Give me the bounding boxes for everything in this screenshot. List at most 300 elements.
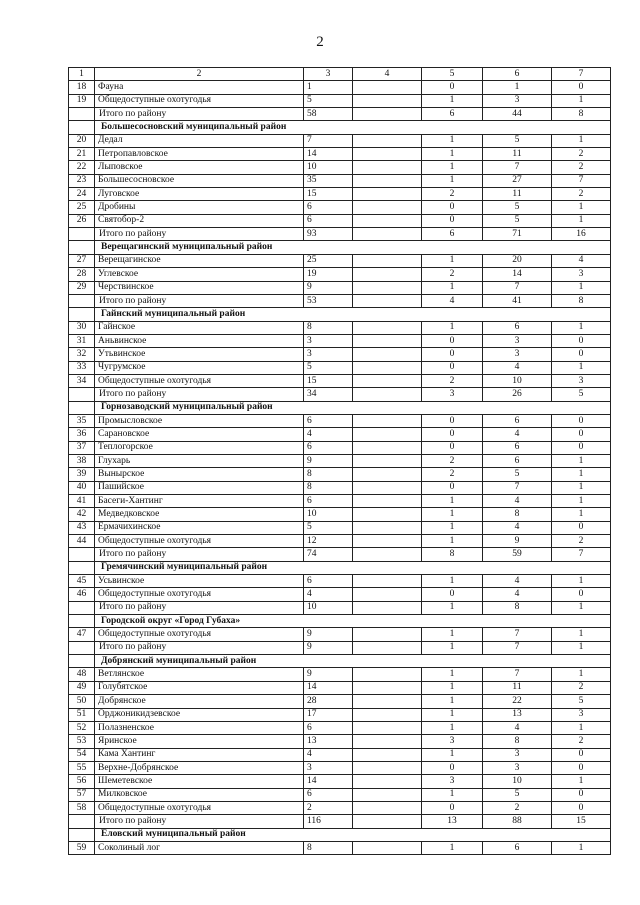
col-5-value: 1 (422, 641, 483, 654)
row-number (69, 388, 95, 401)
col-5-value: 1 (422, 708, 483, 721)
col-5-value: 1 (422, 695, 483, 708)
ground-name: Глухарь (95, 454, 304, 467)
col-7-value: 0 (552, 348, 611, 361)
total-row (69, 548, 611, 561)
row-number: 39 (69, 468, 95, 481)
col-6-value: 6 (483, 414, 552, 427)
col-5-value: 6 (422, 108, 483, 121)
ground-name: Дробины (95, 201, 304, 214)
col-3-value: 4 (304, 428, 353, 441)
section-row (69, 655, 611, 668)
col-5-value: 2 (422, 268, 483, 281)
ground-name: Сарановское (95, 428, 304, 441)
table-row (69, 681, 611, 694)
col-5-value: 0 (422, 201, 483, 214)
row-number: 38 (69, 454, 95, 467)
table-row (69, 721, 611, 734)
ground-name: Итого по району (95, 108, 304, 121)
col-7-value: 1 (552, 775, 611, 788)
col-5-value: 1 (422, 721, 483, 734)
col-3-value: 5 (304, 361, 353, 374)
row-number: 20 (69, 134, 95, 147)
ground-name: Кама Хантинг (95, 748, 304, 761)
total-row (69, 641, 611, 654)
col-6-value: 2 (483, 801, 552, 814)
col-3-value: 6 (304, 575, 353, 588)
col-3-value: 34 (304, 388, 353, 401)
ground-name: Ветлянское (95, 668, 304, 681)
row-number: 58 (69, 801, 95, 814)
col-5-value: 0 (422, 414, 483, 427)
col-5-value: 2 (422, 454, 483, 467)
col-5-value: 1 (422, 681, 483, 694)
col-5-value: 0 (422, 81, 483, 94)
col-3-value: 58 (304, 108, 353, 121)
col-7-value: 1 (552, 94, 611, 107)
col-4-value (353, 374, 422, 387)
col-7-value: 2 (552, 148, 611, 161)
table-row (69, 374, 611, 387)
header-col-3: 3 (304, 68, 353, 81)
col-7-value: 1 (552, 641, 611, 654)
col-6-value: 5 (483, 214, 552, 227)
ground-name: Святобор-2 (95, 214, 304, 227)
col-3-value: 5 (304, 94, 353, 107)
row-number (69, 641, 95, 654)
table-row (69, 735, 611, 748)
table-row (69, 281, 611, 294)
col-7-value: 0 (552, 788, 611, 801)
col-4-value (353, 281, 422, 294)
row-number (69, 108, 95, 121)
col-5-value: 1 (422, 535, 483, 548)
col-4-value (353, 748, 422, 761)
col-5-value: 1 (422, 521, 483, 534)
table-row (69, 841, 611, 854)
row-number: 57 (69, 788, 95, 801)
col-3-value: 9 (304, 281, 353, 294)
col-3-value: 9 (304, 454, 353, 467)
col-7-value: 7 (552, 174, 611, 187)
col-3-value: 15 (304, 188, 353, 201)
col-4-value (353, 735, 422, 748)
col-5-value: 8 (422, 548, 483, 561)
row-number: 18 (69, 81, 95, 94)
col-6-value: 8 (483, 508, 552, 521)
row-number: 26 (69, 214, 95, 227)
col-3-value: 2 (304, 801, 353, 814)
col-5-value: 3 (422, 775, 483, 788)
col-7-value: 3 (552, 708, 611, 721)
col-4-value (353, 575, 422, 588)
col-4-value (353, 495, 422, 508)
table-row (69, 748, 611, 761)
table-row (69, 468, 611, 481)
col-5-value: 13 (422, 815, 483, 828)
row-number: 48 (69, 668, 95, 681)
row-number: 32 (69, 348, 95, 361)
col-7-value: 8 (552, 108, 611, 121)
col-6-value: 59 (483, 548, 552, 561)
col-5-value: 1 (422, 508, 483, 521)
col-5-value: 3 (422, 388, 483, 401)
table-row (69, 628, 611, 641)
col-6-value: 4 (483, 588, 552, 601)
col-5-value: 2 (422, 188, 483, 201)
col-6-value: 7 (483, 281, 552, 294)
col-3-value: 5 (304, 521, 353, 534)
table-row (69, 214, 611, 227)
col-4-value (353, 681, 422, 694)
row-number: 59 (69, 841, 95, 854)
table-row (69, 334, 611, 347)
ground-name: Орджоникидзевское (95, 708, 304, 721)
row-number (69, 548, 95, 561)
col-3-value: 3 (304, 761, 353, 774)
row-number: 56 (69, 775, 95, 788)
row-number: 51 (69, 708, 95, 721)
col-6-value: 6 (483, 454, 552, 467)
col-3-value: 14 (304, 148, 353, 161)
header-col-2: 2 (95, 68, 304, 81)
table-row (69, 134, 611, 147)
col-6-value: 1 (483, 81, 552, 94)
col-5-value: 1 (422, 575, 483, 588)
col-7-value: 1 (552, 134, 611, 147)
col-6-value: 71 (483, 228, 552, 241)
total-row (69, 228, 611, 241)
col-4-value (353, 468, 422, 481)
row-number: 33 (69, 361, 95, 374)
ground-name: Шеметевское (95, 775, 304, 788)
col-6-value: 7 (483, 628, 552, 641)
col-3-value: 116 (304, 815, 353, 828)
col-3-value: 3 (304, 348, 353, 361)
ground-name: Соколиный лог (95, 841, 304, 854)
ground-name: Милковское (95, 788, 304, 801)
col-4-value (353, 588, 422, 601)
col-4-value (353, 361, 422, 374)
row-number: 37 (69, 441, 95, 454)
header-col-7: 7 (552, 68, 611, 81)
row-number: 42 (69, 508, 95, 521)
col-4-value (353, 548, 422, 561)
ground-name: Пашийское (95, 481, 304, 494)
row-number (69, 601, 95, 614)
row-number: 24 (69, 188, 95, 201)
col-6-value: 7 (483, 481, 552, 494)
table-row (69, 428, 611, 441)
section-row (69, 401, 611, 414)
col-3-value: 10 (304, 601, 353, 614)
col-6-value: 6 (483, 321, 552, 334)
col-5-value: 1 (422, 161, 483, 174)
total-row (69, 815, 611, 828)
col-3-value: 14 (304, 681, 353, 694)
section-title: Верещагинский муниципальный район (95, 241, 611, 254)
col-4-value (353, 321, 422, 334)
col-3-value: 8 (304, 481, 353, 494)
ground-name: Верхне-Добрянское (95, 761, 304, 774)
col-6-value: 3 (483, 761, 552, 774)
col-6-value: 6 (483, 441, 552, 454)
table-header-row (69, 68, 611, 81)
col-7-value: 2 (552, 681, 611, 694)
section-empty-cell (69, 121, 95, 134)
col-7-value: 1 (552, 214, 611, 227)
table-row (69, 761, 611, 774)
col-7-value: 1 (552, 508, 611, 521)
ground-name: Дедал (95, 134, 304, 147)
ground-name: Усьвинское (95, 575, 304, 588)
table-row (69, 695, 611, 708)
col-3-value: 4 (304, 748, 353, 761)
total-row (69, 601, 611, 614)
section-row (69, 828, 611, 841)
col-6-value: 5 (483, 134, 552, 147)
col-4-value (353, 161, 422, 174)
row-number: 28 (69, 268, 95, 281)
col-5-value: 0 (422, 214, 483, 227)
col-4-value (353, 294, 422, 307)
row-number: 55 (69, 761, 95, 774)
col-6-value: 44 (483, 108, 552, 121)
ground-name: Общедоступные охотугодья (95, 535, 304, 548)
col-6-value: 3 (483, 94, 552, 107)
section-row (69, 561, 611, 574)
table-row (69, 414, 611, 427)
row-number: 53 (69, 735, 95, 748)
col-7-value: 16 (552, 228, 611, 241)
col-3-value: 9 (304, 641, 353, 654)
col-7-value: 1 (552, 628, 611, 641)
section-row (69, 121, 611, 134)
col-3-value: 3 (304, 334, 353, 347)
col-6-value: 10 (483, 775, 552, 788)
col-6-value: 11 (483, 681, 552, 694)
col-3-value: 53 (304, 294, 353, 307)
row-number (69, 294, 95, 307)
col-5-value: 0 (422, 761, 483, 774)
col-3-value: 10 (304, 161, 353, 174)
table-row (69, 588, 611, 601)
col-5-value: 1 (422, 174, 483, 187)
col-7-value: 0 (552, 441, 611, 454)
table-row (69, 188, 611, 201)
ground-name: Чугрумское (95, 361, 304, 374)
col-3-value: 8 (304, 468, 353, 481)
header-col-4: 4 (353, 68, 422, 81)
section-empty-cell (69, 561, 95, 574)
row-number: 52 (69, 721, 95, 734)
col-6-value: 4 (483, 495, 552, 508)
row-number: 25 (69, 201, 95, 214)
col-3-value: 17 (304, 708, 353, 721)
ground-name: Углевское (95, 268, 304, 281)
hunting-grounds-table (68, 67, 611, 855)
col-3-value: 74 (304, 548, 353, 561)
table-row (69, 708, 611, 721)
table-row (69, 454, 611, 467)
col-4-value (353, 201, 422, 214)
col-6-value: 4 (483, 428, 552, 441)
col-5-value: 0 (422, 428, 483, 441)
col-6-value: 3 (483, 348, 552, 361)
section-title: Городской округ «Город Губаха» (95, 615, 611, 628)
col-7-value: 1 (552, 495, 611, 508)
col-3-value: 13 (304, 735, 353, 748)
col-3-value: 8 (304, 321, 353, 334)
ground-name: Вынырское (95, 468, 304, 481)
section-empty-cell (69, 655, 95, 668)
table-row (69, 174, 611, 187)
col-5-value: 6 (422, 228, 483, 241)
col-4-value (353, 414, 422, 427)
col-7-value: 1 (552, 721, 611, 734)
section-empty-cell (69, 308, 95, 321)
ground-name: Верещагинское (95, 254, 304, 267)
section-empty-cell (69, 828, 95, 841)
col-5-value: 4 (422, 294, 483, 307)
row-number: 43 (69, 521, 95, 534)
section-empty-cell (69, 241, 95, 254)
col-4-value (353, 428, 422, 441)
ground-name: Теплогорское (95, 441, 304, 454)
row-number: 46 (69, 588, 95, 601)
table-row (69, 361, 611, 374)
col-7-value: 1 (552, 668, 611, 681)
col-4-value (353, 508, 422, 521)
col-6-value: 9 (483, 535, 552, 548)
col-3-value: 4 (304, 588, 353, 601)
ground-name: Итого по району (95, 388, 304, 401)
col-4-value (353, 94, 422, 107)
section-empty-cell (69, 615, 95, 628)
table-row (69, 441, 611, 454)
section-title: Добрянский муниципальный район (95, 655, 611, 668)
table-row (69, 81, 611, 94)
header-col-5: 5 (422, 68, 483, 81)
col-5-value: 1 (422, 748, 483, 761)
col-6-value: 7 (483, 161, 552, 174)
col-5-value: 1 (422, 628, 483, 641)
col-4-value (353, 481, 422, 494)
col-6-value: 5 (483, 788, 552, 801)
col-6-value: 11 (483, 188, 552, 201)
ground-name: Общедоступные охотугодья (95, 374, 304, 387)
row-number: 29 (69, 281, 95, 294)
col-3-value: 25 (304, 254, 353, 267)
col-4-value (353, 695, 422, 708)
col-6-value: 22 (483, 695, 552, 708)
table-row (69, 201, 611, 214)
table-row (69, 535, 611, 548)
col-6-value: 27 (483, 174, 552, 187)
col-5-value: 1 (422, 254, 483, 267)
col-5-value: 3 (422, 735, 483, 748)
ground-name: Итого по району (95, 601, 304, 614)
ground-name: Общедоступные охотугодья (95, 801, 304, 814)
col-7-value: 1 (552, 575, 611, 588)
col-3-value: 19 (304, 268, 353, 281)
ground-name: Итого по району (95, 641, 304, 654)
row-number: 40 (69, 481, 95, 494)
col-7-value: 1 (552, 601, 611, 614)
row-number: 19 (69, 94, 95, 107)
col-4-value (353, 641, 422, 654)
total-row (69, 108, 611, 121)
col-7-value: 0 (552, 428, 611, 441)
col-7-value: 0 (552, 81, 611, 94)
col-5-value: 0 (422, 334, 483, 347)
col-3-value: 6 (304, 414, 353, 427)
col-5-value: 1 (422, 148, 483, 161)
col-5-value: 0 (422, 481, 483, 494)
table-row (69, 521, 611, 534)
col-6-value: 14 (483, 268, 552, 281)
col-7-value: 1 (552, 454, 611, 467)
col-4-value (353, 801, 422, 814)
table-row (69, 668, 611, 681)
col-7-value: 2 (552, 161, 611, 174)
col-6-value: 26 (483, 388, 552, 401)
col-7-value: 7 (552, 548, 611, 561)
col-4-value (353, 334, 422, 347)
col-6-value: 6 (483, 841, 552, 854)
col-5-value: 1 (422, 94, 483, 107)
col-7-value: 3 (552, 374, 611, 387)
col-4-value (353, 708, 422, 721)
col-3-value: 35 (304, 174, 353, 187)
header-col-1: 1 (69, 68, 95, 81)
col-5-value: 0 (422, 588, 483, 601)
row-number (69, 815, 95, 828)
ground-name: Луговское (95, 188, 304, 201)
ground-name: Черствинское (95, 281, 304, 294)
col-4-value (353, 134, 422, 147)
table-row (69, 268, 611, 281)
col-6-value: 20 (483, 254, 552, 267)
col-6-value: 11 (483, 148, 552, 161)
col-3-value: 6 (304, 721, 353, 734)
table-row (69, 481, 611, 494)
col-5-value: 1 (422, 841, 483, 854)
row-number: 45 (69, 575, 95, 588)
section-row (69, 241, 611, 254)
col-7-value: 1 (552, 201, 611, 214)
col-3-value: 9 (304, 668, 353, 681)
col-4-value (353, 81, 422, 94)
ground-name: Голубятское (95, 681, 304, 694)
col-5-value: 1 (422, 788, 483, 801)
ground-name: Яринское (95, 735, 304, 748)
ground-name: Итого по району (95, 548, 304, 561)
table-row (69, 148, 611, 161)
col-7-value: 1 (552, 281, 611, 294)
col-7-value: 1 (552, 361, 611, 374)
row-number: 44 (69, 535, 95, 548)
col-7-value: 3 (552, 268, 611, 281)
ground-name: Итого по району (95, 815, 304, 828)
col-5-value: 0 (422, 348, 483, 361)
col-6-value: 5 (483, 201, 552, 214)
col-5-value: 1 (422, 601, 483, 614)
ground-name: Аньвинское (95, 334, 304, 347)
section-title: Гремячинский муниципальный район (95, 561, 611, 574)
col-5-value: 2 (422, 374, 483, 387)
col-5-value: 0 (422, 361, 483, 374)
